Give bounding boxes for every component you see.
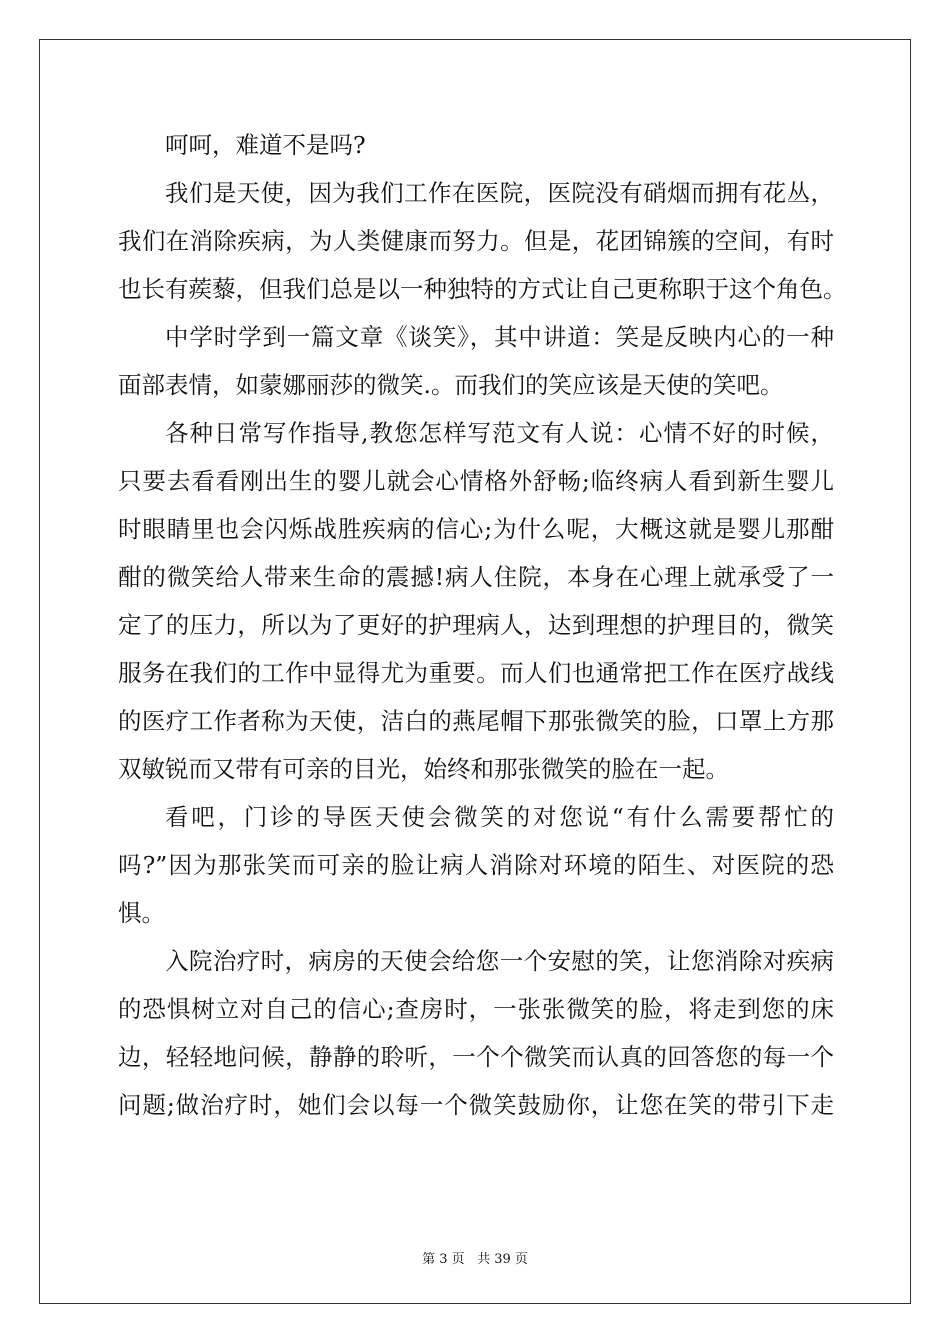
text-line: 的医疗工作者称为天使，洁白的燕尾帽下那张微笑的脸，口罩上方那	[118, 707, 834, 735]
page-footer	[0, 1248, 950, 1267]
text-line: 呵呵，难道不是吗?	[165, 131, 366, 159]
text-line: 问题;做治疗时，她们会以每一个微笑鼓励你，让您在笑的带引下走	[118, 1091, 834, 1119]
text-line: 也长有蒺藜，但我们总是以一种独特的方式让自己更称职于这个角色。	[118, 275, 847, 303]
text-line: 入院治疗时，病房的天使会给您一个安慰的笑，让您消除对疾病	[165, 947, 834, 975]
text-line: 面部表情，如蒙娜丽莎的微笑.。而我们的笑应该是天使的笑吧。	[118, 371, 784, 399]
text-line: 时眼睛里也会闪烁战胜疾病的信心;为什么呢，大概这就是婴儿那酣	[118, 515, 834, 543]
page-number: 第 3 页	[422, 1252, 465, 1267]
page-total: 共 39 页	[477, 1252, 528, 1267]
text-line: 看吧，门诊的导医天使会微笑的对您说“有什么需要帮忙的	[165, 803, 834, 831]
text-line: 惧。	[118, 899, 165, 927]
text-line: 我们在消除疾病，为人类健康而努力。但是，花团锦簇的空间，有时	[118, 227, 834, 255]
text-line: 边，轻轻地问候，静静的聆听，一个个微笑而认真的回答您的每一个	[118, 1043, 834, 1071]
document-body	[118, 121, 847, 1129]
text-line: 吗?”因为那张笑而可亲的脸让病人消除对环境的陌生、对医院的恐	[118, 851, 834, 879]
text-line: 中学时学到一篇文章《谈笑》，其中讲道：笑是反映内心的一种	[165, 323, 834, 351]
text-line: 双敏锐而又带有可亲的目光，始终和那张微笑的脸在一起。	[118, 755, 729, 783]
text-line: 的恐惧树立对自己的信心;查房时，一张张微笑的脸，将走到您的床	[118, 995, 834, 1023]
text-line: 各种日常写作指导,教您怎样写范文有人说：心情不好的时候，	[165, 419, 834, 447]
text-line: 我们是天使，因为我们工作在医院，医院没有硝烟而拥有花丛，	[165, 179, 834, 207]
text-line: 只要去看看刚出生的婴儿就会心情格外舒畅;临终病人看到新生婴儿	[118, 467, 834, 495]
text-line: 服务在我们的工作中显得尤为重要。而人们也通常把工作在医疗战线	[118, 659, 834, 687]
text-line: 酣的微笑给人带来生命的震撼!病人住院，本身在心理上就承受了一	[118, 563, 834, 591]
text-line: 定了的压力，所以为了更好的护理病人，达到理想的护理目的，微笑	[118, 611, 834, 639]
